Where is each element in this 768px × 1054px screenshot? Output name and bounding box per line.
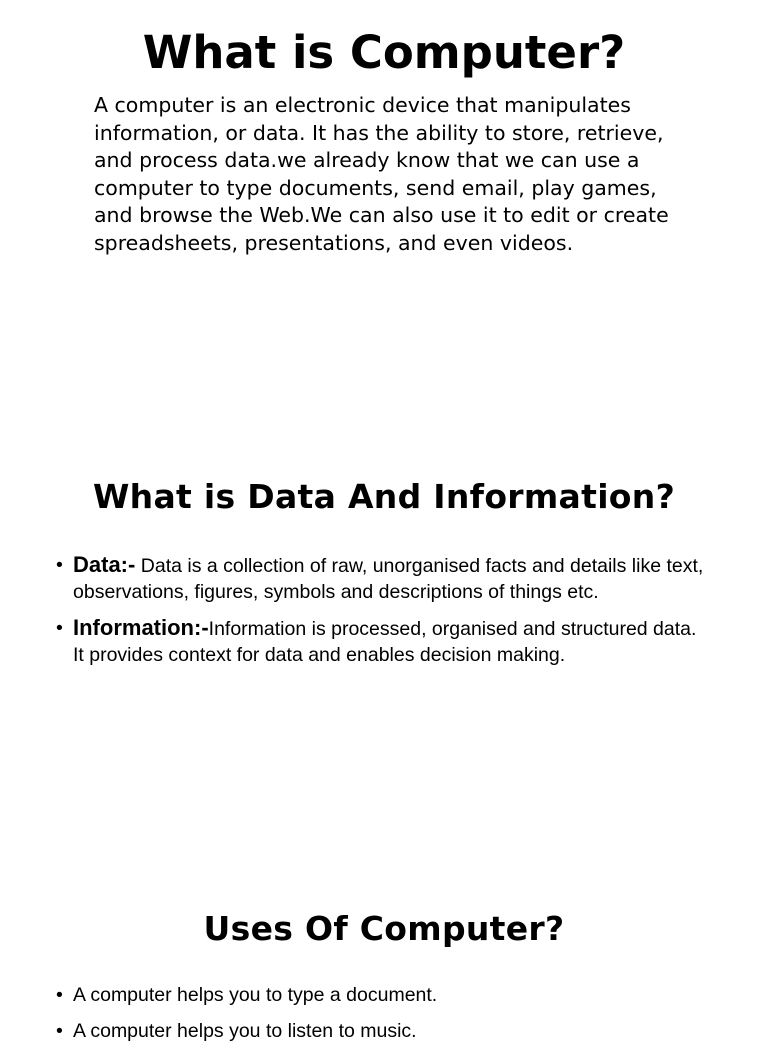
slide-uses-of-computer bbox=[0, 880, 768, 1042]
slide-title: What is Data And Information? bbox=[92, 477, 676, 516]
uses-list bbox=[56, 982, 706, 1054]
definition-list bbox=[56, 552, 706, 678]
term-label: Information:- bbox=[73, 615, 209, 640]
slide-title: Uses Of Computer? bbox=[203, 909, 565, 948]
term-description: Information is processed, organised and structured data. It provides context for data and enables decision making. bbox=[73, 618, 697, 666]
bullet-dot-icon: • bbox=[56, 984, 63, 1006]
list-item-text: A computer helps you to listen to music. bbox=[73, 1020, 417, 1042]
bullet-dot-icon: • bbox=[56, 554, 63, 576]
slide-what-is-computer bbox=[0, 0, 768, 440]
list-item bbox=[56, 982, 706, 1008]
term-label: Data:- bbox=[73, 552, 136, 577]
slide-data-and-information bbox=[0, 440, 768, 880]
bullet-dot-icon: • bbox=[56, 1020, 63, 1042]
definition-paragraph: A computer is an electronic device that manipulates information, or data. It has the ability to store, retrieve, and process data.we already know that we can use a computer to type documents, send email, play games, and browse the Web.We can also use it to edit or create spreadsheets, presentations, and even videos. bbox=[94, 93, 669, 255]
list-item-information bbox=[56, 615, 706, 668]
list-item-data bbox=[56, 552, 706, 605]
list-item-text: A computer helps you to type a document. bbox=[73, 984, 438, 1006]
bullet-dot-icon: • bbox=[56, 617, 63, 639]
slide-title: What is Computer? bbox=[142, 26, 626, 79]
term-description: Data is a collection of raw, unorganised facts and details like text, observations, figures, symbols and descriptions of things etc. bbox=[73, 555, 704, 603]
list-item bbox=[56, 1018, 706, 1044]
